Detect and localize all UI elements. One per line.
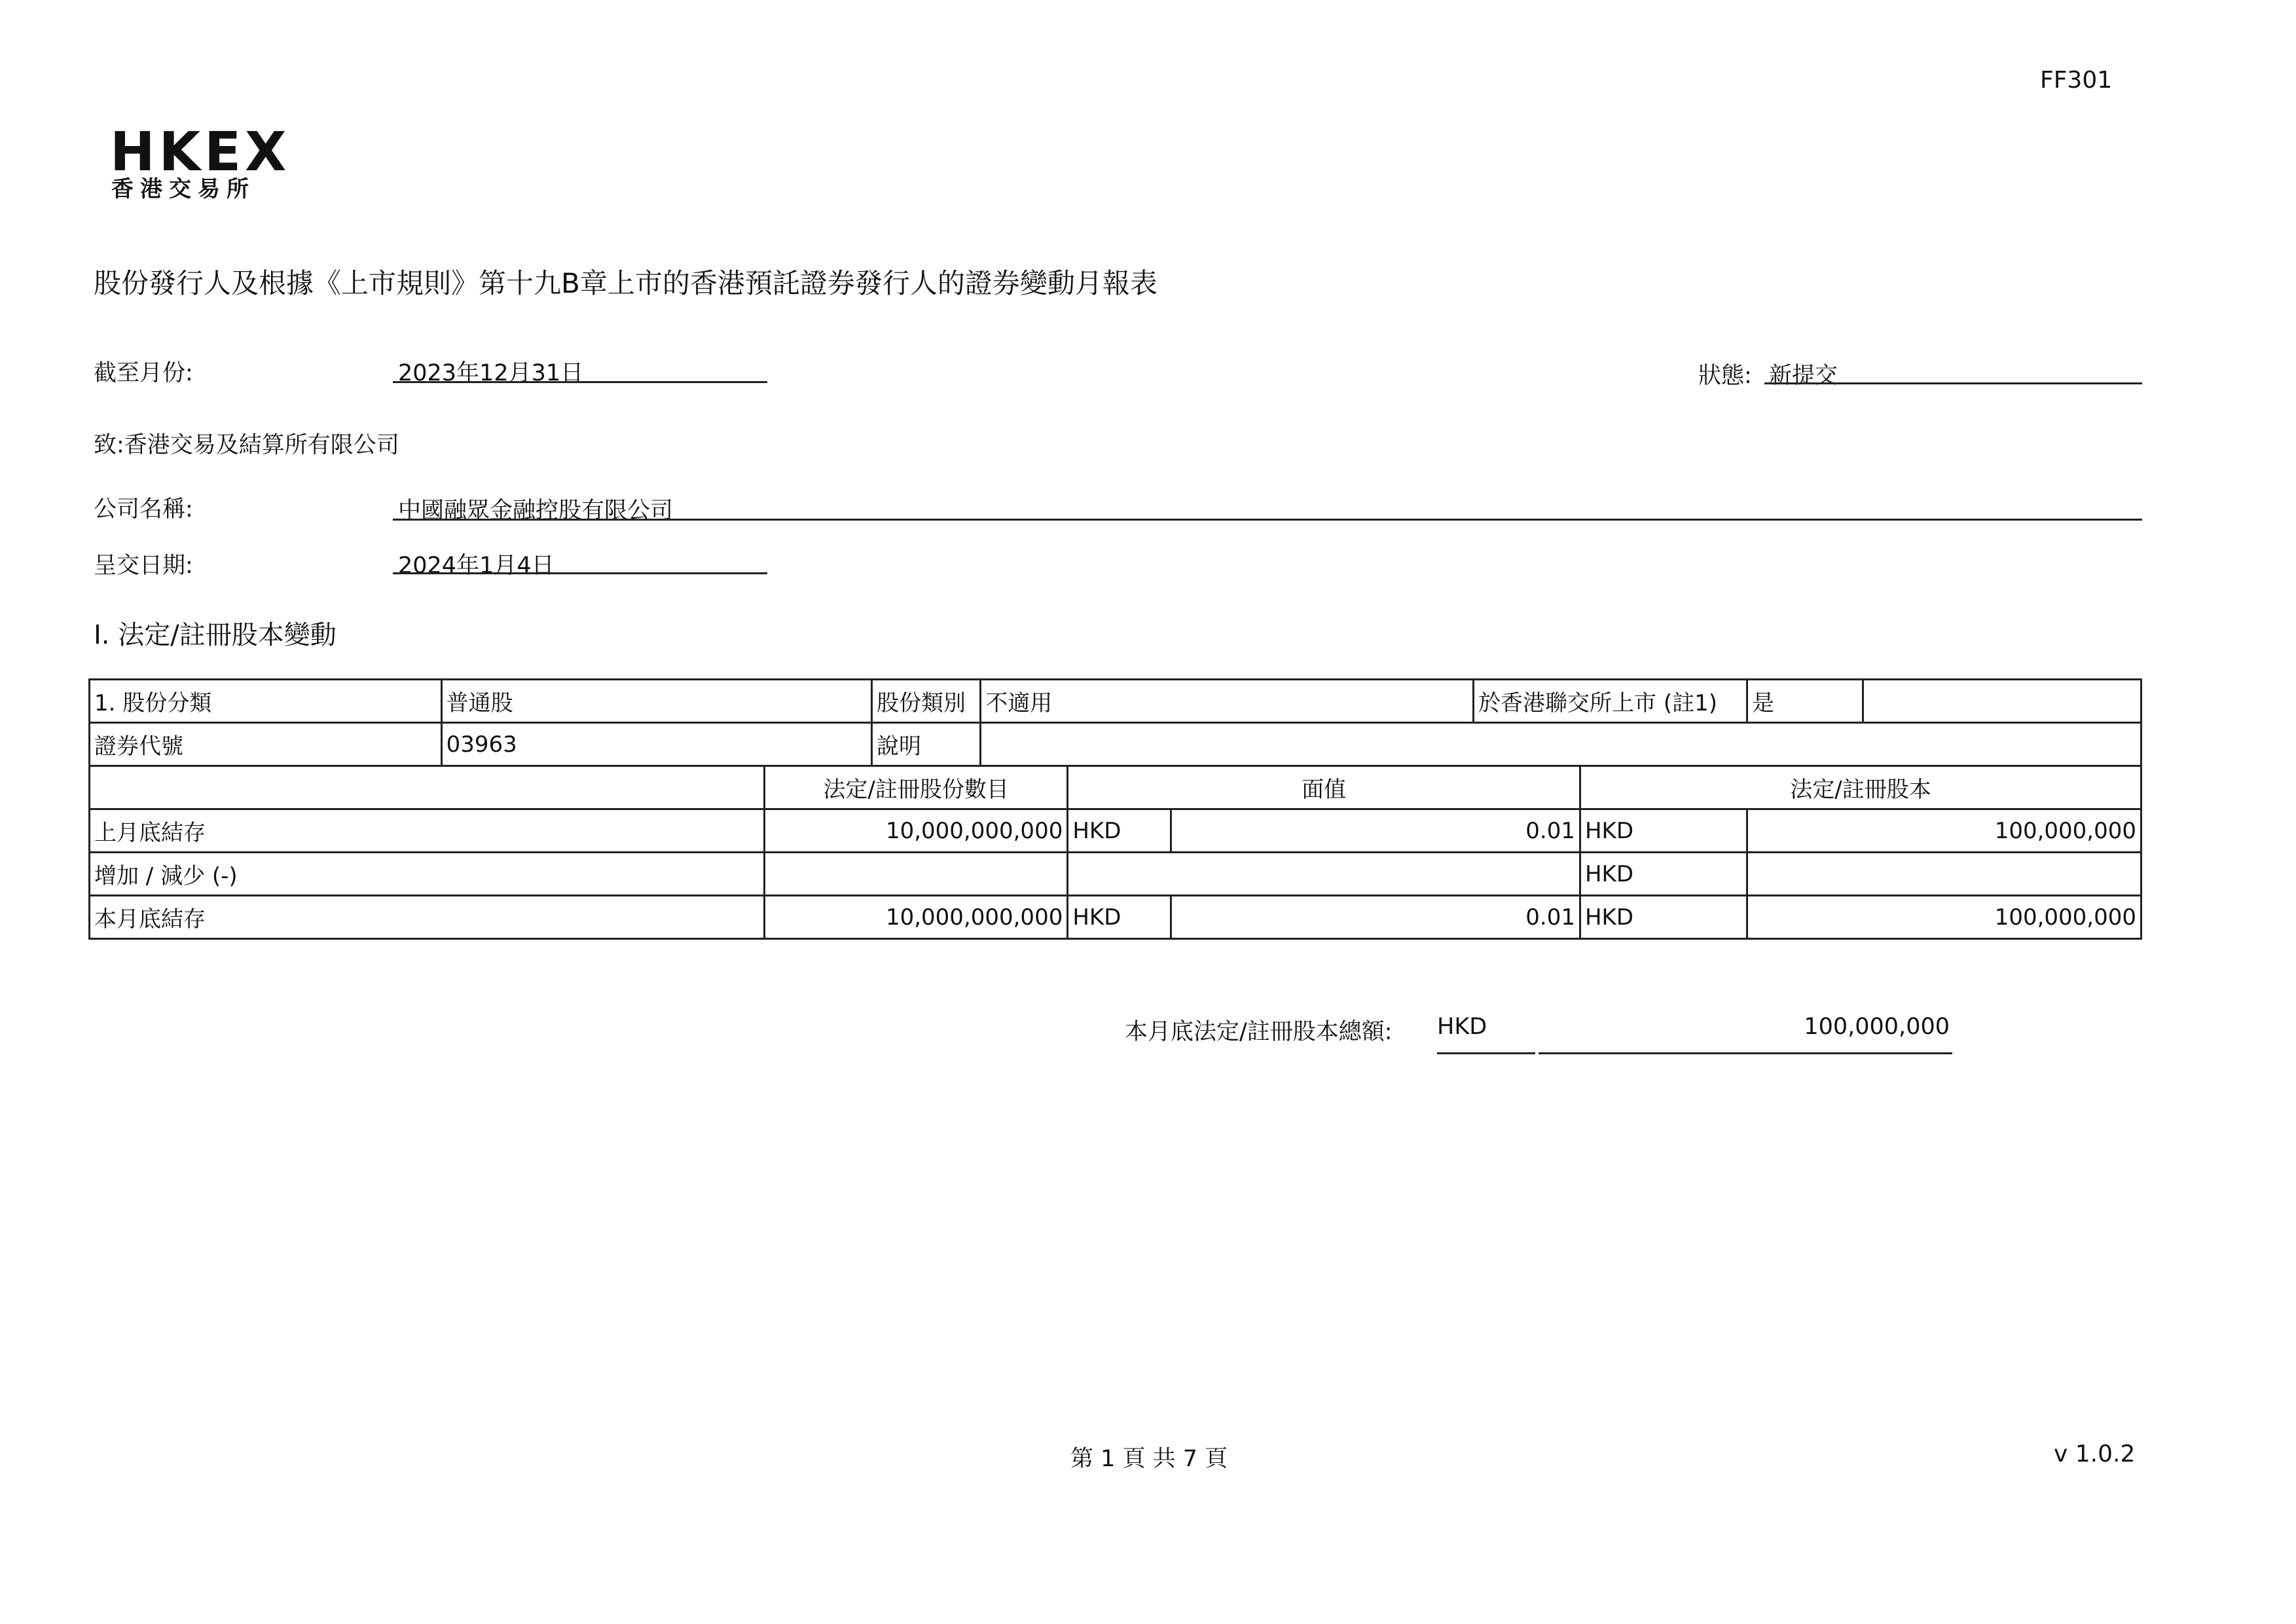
- company-name-label: 公司名稱:: [94, 496, 193, 523]
- capital-cell: [1747, 853, 2141, 896]
- document-title: 股份發行人及根據《上市規則》第十九B章上市的香港預託證券發行人的證券變動月報表: [94, 267, 1157, 299]
- capital-currency-cell: HKD: [1580, 896, 1747, 939]
- table-row: [90, 680, 2141, 723]
- column-header-shares: 法定/註冊股份數目: [764, 766, 1067, 809]
- share-type-value: 不適用: [981, 680, 1474, 723]
- shares-cell: [764, 853, 1067, 896]
- blank-cell: [1863, 680, 2141, 723]
- par-value-cell: 0.01: [1171, 809, 1580, 853]
- column-header-par-value: 面值: [1068, 766, 1580, 809]
- total-capital-value: 100,000,000: [1804, 1014, 1950, 1040]
- hkex-logo-chinese: 香港交易所: [111, 176, 255, 202]
- total-currency-underline: [1437, 1052, 1535, 1054]
- blank-header-cell: [90, 766, 765, 809]
- shares-cell: 10,000,000,000: [764, 809, 1067, 853]
- row-label: 上月底結存: [90, 809, 765, 853]
- month-end-value: 2023年12月31日: [398, 360, 584, 386]
- month-end-label: 截至月份:: [94, 360, 193, 386]
- listed-value: 是: [1747, 680, 1863, 723]
- share-class-value: 普通股: [441, 680, 871, 723]
- status-label: 狀態:: [1698, 363, 1752, 389]
- table-row: [90, 896, 2141, 939]
- status-underline: [1764, 382, 2142, 384]
- row-label: 本月底結存: [90, 896, 765, 939]
- stock-code-value: 03963: [441, 723, 871, 766]
- par-currency-cell: HKD: [1068, 896, 1171, 939]
- listed-label: 於香港聯交所上市 (註1): [1474, 680, 1747, 723]
- shares-cell: 10,000,000,000: [764, 896, 1067, 939]
- capital-currency-cell: HKD: [1580, 809, 1747, 853]
- page-number: 第 1 頁 共 7 頁: [1070, 1446, 1228, 1472]
- table-row: [90, 809, 2141, 853]
- total-value-underline: [1539, 1052, 1952, 1054]
- share-type-label: 股份類別: [872, 680, 981, 723]
- par-value-cell: [1068, 853, 1580, 896]
- status-value: 新提交: [1769, 363, 1838, 389]
- column-header-capital: 法定/註冊股本: [1580, 766, 2141, 809]
- submission-date-value: 2024年1月4日: [398, 553, 555, 579]
- section-title: I. 法定/註冊股本變動: [94, 620, 337, 650]
- table-row: [90, 723, 2141, 766]
- table-row: [90, 853, 2141, 896]
- capital-currency-cell: HKD: [1580, 853, 1747, 896]
- par-currency-cell: HKD: [1068, 809, 1171, 853]
- total-capital-currency: HKD: [1437, 1014, 1487, 1040]
- addressee-line: 致:香港交易及結算所有限公司: [94, 432, 399, 458]
- description-value: [981, 723, 2141, 766]
- table-header-row: [90, 766, 2141, 809]
- form-code: FF301: [2040, 67, 2113, 94]
- company-name-underline: [393, 519, 2142, 521]
- capital-cell: 100,000,000: [1747, 896, 2141, 939]
- submission-date-label: 呈交日期:: [94, 553, 193, 579]
- share-class-label: 1. 股份分類: [90, 680, 442, 723]
- capital-cell: 100,000,000: [1747, 809, 2141, 853]
- submission-date-underline: [393, 572, 767, 574]
- description-label: 說明: [872, 723, 981, 766]
- total-capital-label: 本月底法定/註冊股本總額:: [1125, 1019, 1393, 1045]
- version-label: v 1.0.2: [2054, 1441, 2136, 1467]
- share-capital-table: [88, 678, 2142, 940]
- month-end-underline: [393, 381, 767, 383]
- stock-code-label: 證券代號: [90, 723, 442, 766]
- company-name-value: 中國融眾金融控股有限公司: [398, 498, 674, 524]
- hkex-logo-text: HKEX: [110, 121, 291, 183]
- row-label: 增加 / 減少 (-): [90, 853, 765, 896]
- par-value-cell: 0.01: [1171, 896, 1580, 939]
